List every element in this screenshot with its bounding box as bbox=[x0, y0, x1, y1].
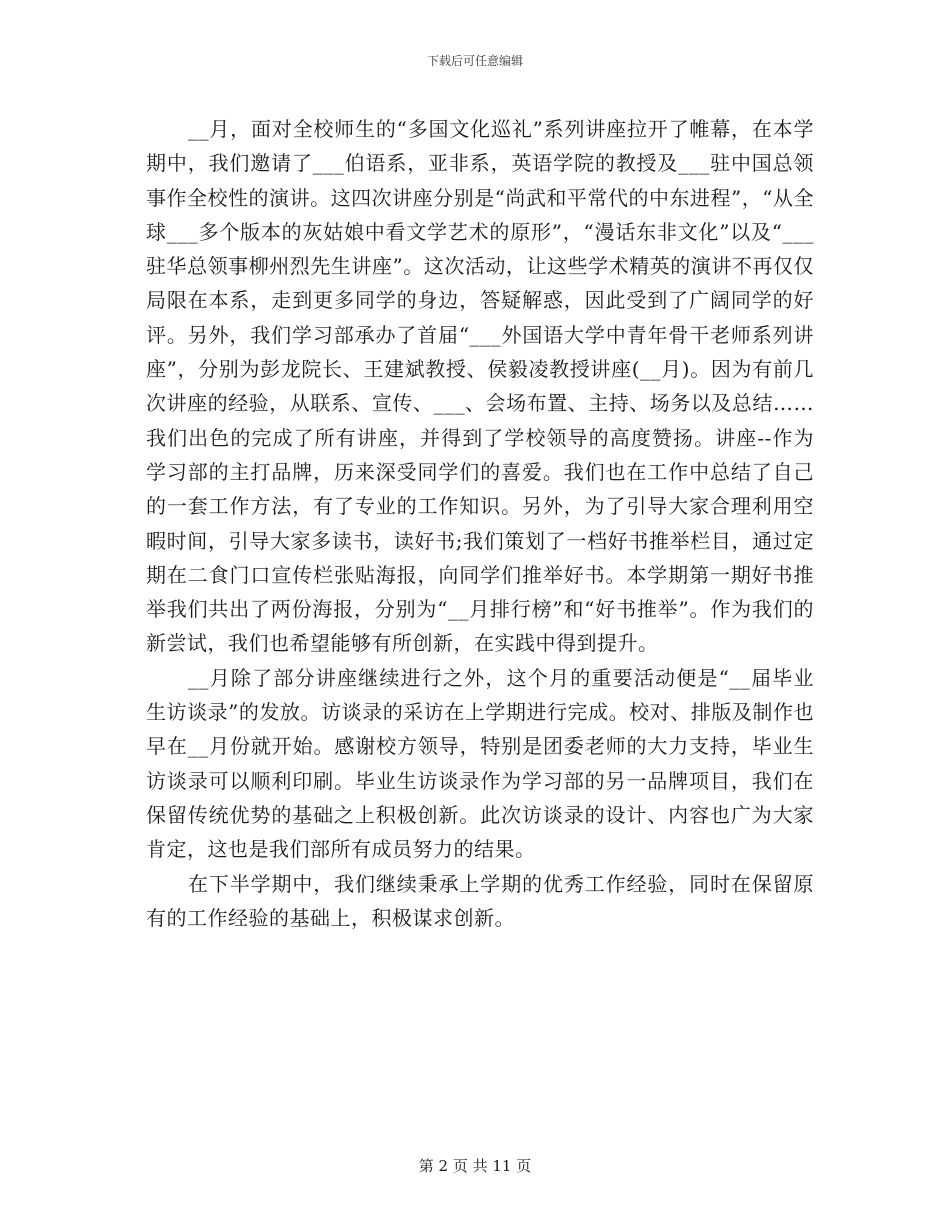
page-footer: 第 2 页 共 11 页 bbox=[418, 1157, 532, 1175]
paragraph-1: __月，面对全校师生的“多国文化巡礼”系列讲座拉开了帷幕，在本学期中，我们邀请了___伯语系，亚非系，英语学院的教授及___驻中国总领事作全校性的演讲。这四次讲座分别是“尚武和平常代的中东进程”，“从全球___多个版本的灰姑娘中看文学艺术的原形”，“漫话东非文化”以及“___驻华总领事柳州烈先生讲座”。这次活动，让这些学术精英的演讲不再仅仅局限在本系，走到更多同学的身边，答疑解惑，因此受到了广阔同学的好评。另外，我们学习部承办了首届“___外国语大学中青年骨干老师系列讲座”，分别为彭龙院长、王建斌教授、侯毅凌教授讲座(__月)。因为有前几次讲座的经验，从联系、宣传、___、会场布置、主持、场务以及总结……我们出色的完成了所有讲座，并得到了学校领导的高度赞扬。讲座--作为学习部的主打品牌，历来深受同学们的喜爱。我们也在工作中总结了自己的一套工作方法，有了专业的工作知识。另外，为了引导大家合理利用空暇时间，引导大家多读书，读好书;我们策划了一档好书推举栏目，通过定期在二食门口宣传栏张贴海报，向同学们推举好书。本学期第一期好书推举我们共出了两份海报，分别为“__月排行榜”和“好书推举”。作为我们的新尝试，我们也希望能够有所创新，在实践中得到提升。 bbox=[146, 117, 814, 656]
page-header: 下载后可任意编辑 bbox=[426, 54, 523, 68]
paragraph-2: __月除了部分讲座继续进行之外，这个月的重要活动便是“__届毕业生访谈录”的发放。访谈录的采访在上学期进行完成。校对、排版及制作也早在__月份就开始。感谢校方领导，特别是团委老师的大力支持，毕业生访谈录可以顺利印刷。毕业生访谈录作为学习部的另一品牌项目，我们在保留传统优势的基础之上积极创新。此次访谈录的设计、内容也广为大家肯定，这也是我们部所有成员努力的结果。 bbox=[146, 665, 814, 862]
document-body bbox=[146, 112, 814, 935]
paragraph-3: 在下半学期中，我们继续秉承上学期的优秀工作经验，同时在保留原有的工作经验的基础上，积极谋求创新。 bbox=[146, 871, 814, 930]
